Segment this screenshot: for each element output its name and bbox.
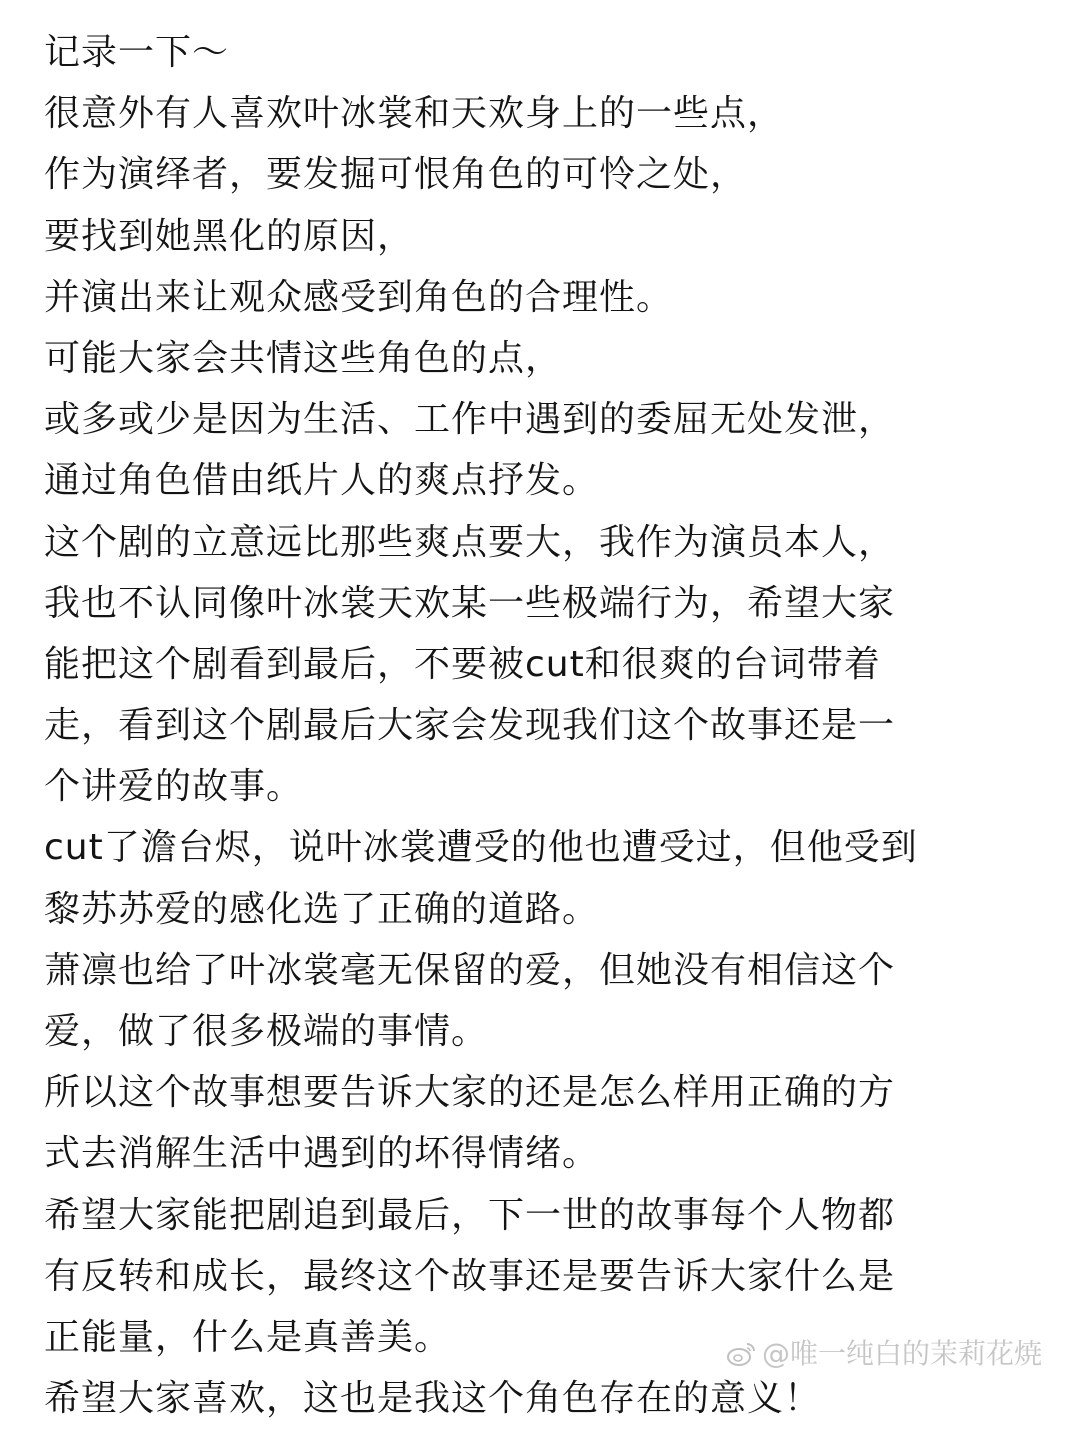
post-line: 黎苏苏爱的感化选了正确的道路。 bbox=[44, 888, 600, 930]
post-line: 爱，做了很多极端的事情。 bbox=[44, 1011, 489, 1052]
post-line: 并演出来让观众感受到角色的合理性。 bbox=[44, 276, 674, 318]
post-line: 正能量，什么是真善美。 bbox=[44, 1316, 452, 1358]
post-line: 式去消解生活中遇到的坏得情绪。 bbox=[44, 1133, 600, 1175]
post-line: 或多或少是因为生活、工作中遇到的委屈无处发泄， bbox=[44, 399, 896, 441]
post-line: 要找到她黑化的原因， bbox=[44, 215, 415, 257]
post-line: 萧凛也给了叶冰裳毫无保留的爱，但她没有相信这个 bbox=[44, 949, 896, 991]
weibo-icon bbox=[726, 1341, 756, 1367]
post-line-title: 记录一下～ bbox=[44, 32, 230, 73]
post-line: 作为演绎者，要发掘可恨角色的可怜之处， bbox=[44, 154, 748, 196]
post-line: 很意外有人喜欢叶冰裳和天欢身上的一些点， bbox=[44, 93, 785, 135]
post-line: 我也不认同像叶冰裳天欢某一些极端行为，希望大家 bbox=[44, 582, 896, 624]
post-line: 走，看到这个剧最后大家会发现我们这个故事还是一 bbox=[44, 705, 896, 747]
post-line: 能把这个剧看到最后，不要被cut和很爽的台词带着 bbox=[44, 643, 881, 685]
watermark-text: @唯一纯白的茉莉花焼 bbox=[761, 1337, 1042, 1370]
post-line: 可能大家会共情这些角色的点， bbox=[44, 337, 563, 379]
post-line: 希望大家喜欢，这也是我这个角色存在的意义！ bbox=[44, 1378, 822, 1420]
post-line: cut了澹台烬，说叶冰裳遭受的他也遭受过，但他受到 bbox=[44, 827, 918, 869]
post-line: 这个剧的立意远比那些爽点要大，我作为演员本人， bbox=[44, 521, 896, 563]
post-line: 个讲爱的故事。 bbox=[44, 766, 304, 808]
weibo-watermark bbox=[726, 1337, 1042, 1371]
post-body bbox=[44, 22, 1064, 1429]
post-line: 希望大家能把剧追到最后，下一世的故事每个人物都 bbox=[44, 1194, 896, 1236]
post-line: 有反转和成长，最终这个故事还是要告诉大家什么是 bbox=[44, 1255, 896, 1297]
post-line: 所以这个故事想要告诉大家的还是怎么样用正确的方 bbox=[44, 1072, 896, 1114]
post-line: 通过角色借由纸片人的爽点抒发。 bbox=[44, 460, 600, 502]
